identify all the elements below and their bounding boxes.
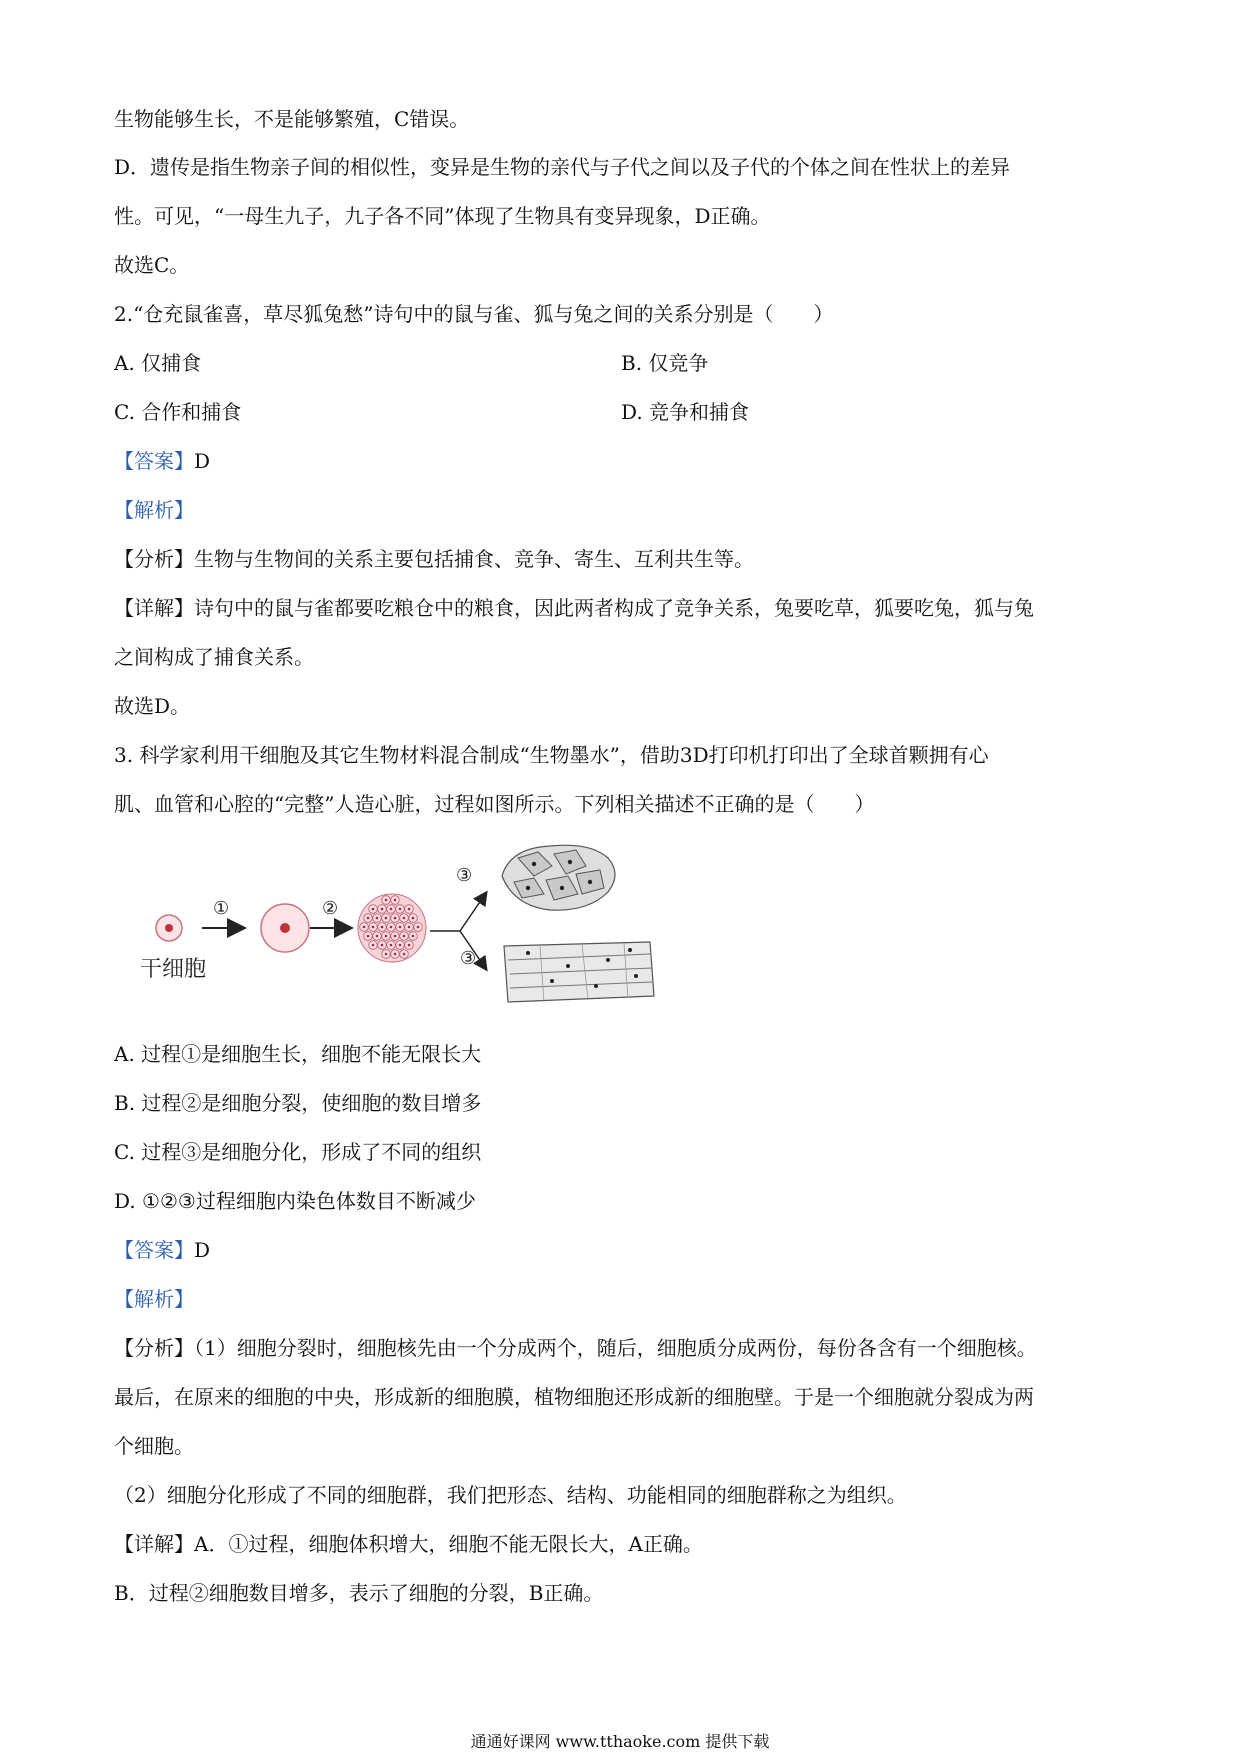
cluster-cell-nucleus bbox=[385, 953, 388, 956]
q2-option-d: D. 竞争和捕食 bbox=[621, 400, 750, 424]
q2-answer bbox=[114, 447, 210, 475]
cluster-cell-nucleus bbox=[390, 944, 393, 947]
answer-value: D bbox=[194, 449, 211, 473]
q3-xiangjie-b: B．过程②细胞数目增多，表示了细胞的分裂，B正确。 bbox=[114, 1581, 604, 1605]
epithelial-tissue-icon bbox=[502, 845, 615, 910]
text-line: D．遗传是指生物亲子间的相似性，变异是生物的亲代与子代之间以及子代的个体之间在性状上的差异 bbox=[114, 155, 1011, 179]
text-line: 生物能够生长，不是能够繁殖，C错误。 bbox=[114, 107, 470, 131]
cluster-cell-nucleus bbox=[363, 926, 366, 929]
q2-xiangjie bbox=[114, 594, 1034, 622]
cluster-cell-nucleus bbox=[385, 917, 388, 920]
cluster-cell-nucleus bbox=[408, 926, 411, 929]
analysis-tag: 【解析】 bbox=[114, 498, 194, 522]
q2-analysis-heading bbox=[114, 496, 194, 524]
cluster-cell-nucleus bbox=[399, 908, 402, 911]
step-3a-label: ③ bbox=[456, 865, 473, 886]
step-3b-label: ③ bbox=[460, 948, 477, 969]
cluster-cell-nucleus bbox=[408, 908, 411, 911]
fenxi-tag: 【分析】 bbox=[114, 1336, 194, 1360]
q2-fenxi bbox=[114, 545, 754, 573]
q3-xiangjie bbox=[114, 1530, 703, 1558]
cell-cluster-icon bbox=[358, 894, 426, 962]
cluster-cell-nucleus bbox=[403, 935, 406, 938]
q2-xiangjie-cont: 之间构成了捕食关系。 bbox=[114, 645, 314, 669]
q3-fenxi-cont: 个细胞。 bbox=[114, 1434, 194, 1458]
answer-tag: 【答案】 bbox=[114, 449, 194, 473]
xiangjie-text: 诗句中的鼠与雀都要吃粮仓中的粮食，因此两者构成了竞争关系，兔要吃草，狐要吃兔，狐与兔 bbox=[194, 596, 1034, 620]
cluster-cell-nucleus bbox=[376, 935, 379, 938]
cluster-cell-nucleus bbox=[399, 926, 402, 929]
cluster-cell-nucleus bbox=[367, 917, 370, 920]
cluster-cell-nucleus bbox=[417, 926, 420, 929]
q2-conclusion: 故选D。 bbox=[114, 694, 191, 718]
cluster-cell-nucleus bbox=[394, 953, 397, 956]
xiangjie-tag: 【详解】 bbox=[114, 1532, 194, 1556]
cluster-cell-nucleus bbox=[412, 917, 415, 920]
fenxi-tag: 【分析】 bbox=[114, 547, 194, 571]
q2-option-c: C. 合作和捕食 bbox=[114, 400, 242, 424]
text-line: 性。可见，“一母生九子，九子各不同”体现了生物具有变异现象，D正确。 bbox=[114, 204, 771, 228]
q3-answer bbox=[114, 1236, 210, 1264]
cluster-cell-nucleus bbox=[381, 944, 384, 947]
xiangjie-tag: 【详解】 bbox=[114, 596, 194, 620]
q3-option-a: A. 过程①是细胞生长，细胞不能无限长大 bbox=[114, 1042, 482, 1066]
cluster-cell-nucleus bbox=[376, 917, 379, 920]
stem-cell-label: 干细胞 bbox=[140, 956, 207, 981]
cluster-cell-nucleus bbox=[412, 935, 415, 938]
fenxi-text: 生物与生物间的关系主要包括捕食、竞争、寄生、互利共生等。 bbox=[194, 547, 754, 571]
fenxi-text: （1）细胞分裂时，细胞核先由一个分成两个，随后，细胞质分成两份，每份各含有一个细胞核。 bbox=[194, 1336, 1037, 1360]
cluster-cell-nucleus bbox=[394, 935, 397, 938]
cluster-cell-nucleus bbox=[390, 908, 393, 911]
cluster-cell-nucleus bbox=[372, 944, 375, 947]
cluster-cell-nucleus bbox=[385, 899, 388, 902]
cluster-cell-nucleus bbox=[403, 953, 406, 956]
text-line: 故选C。 bbox=[114, 253, 190, 277]
q3-analysis-heading bbox=[114, 1285, 194, 1313]
q2-option-b: B. 仅竞争 bbox=[621, 351, 709, 375]
cluster-cell-nucleus bbox=[372, 926, 375, 929]
stem-cell-process-figure bbox=[130, 836, 750, 1016]
cluster-cell-nucleus bbox=[390, 926, 393, 929]
answer-value: D bbox=[194, 1238, 211, 1262]
question-3-stem: 3. 科学家利用干细胞及其它生物材料混合制成“生物墨水”，借助3D打印机打印出了全球首颗拥有心 bbox=[114, 743, 989, 767]
q3-option-d: D. ①②③过程细胞内染色体数目不断减少 bbox=[114, 1189, 476, 1213]
cluster-cell-nucleus bbox=[408, 944, 411, 947]
q2-option-a: A. 仅捕食 bbox=[114, 351, 202, 375]
cluster-cell-nucleus bbox=[367, 935, 370, 938]
cluster-cell-nucleus bbox=[381, 908, 384, 911]
page-footer: 通通好课网 www.tthaoke.com 提供下载 bbox=[470, 1732, 770, 1751]
step-2-label: ② bbox=[322, 898, 339, 919]
q3-fenxi-cont: 最后，在原来的细胞的中央，形成新的细胞膜，植物细胞还形成新的细胞壁。于是一个细胞就分裂成为两 bbox=[114, 1385, 1034, 1409]
q3-fenxi bbox=[114, 1334, 1037, 1362]
q3-fenxi-point-2: （2）细胞分化形成了不同的细胞群，我们把形态、结构、功能相同的细胞群称之为组织。 bbox=[114, 1483, 907, 1507]
q3-option-b: B. 过程②是细胞分裂，使细胞的数目增多 bbox=[114, 1091, 482, 1115]
answer-tag: 【答案】 bbox=[114, 1238, 194, 1262]
cluster-cell-nucleus bbox=[381, 926, 384, 929]
question-3-stem-cont: 肌、血管和心腔的“完整”人造心脏，过程如图所示。下列相关描述不正确的是（ ） bbox=[114, 792, 875, 816]
cluster-cell-nucleus bbox=[385, 935, 388, 938]
analysis-tag: 【解析】 bbox=[114, 1287, 194, 1311]
cluster-cell-nucleus bbox=[372, 908, 375, 911]
grown-cell-icon bbox=[261, 904, 309, 952]
step-1-label: ① bbox=[213, 898, 230, 919]
cluster-cell-nucleus bbox=[399, 944, 402, 947]
cluster-cell-nucleus bbox=[403, 917, 406, 920]
muscle-tissue-icon bbox=[504, 942, 654, 1002]
question-2-stem: 2.“仓充鼠雀喜，草尽狐兔愁”诗句中的鼠与雀、狐与兔之间的关系分别是（ ） bbox=[114, 302, 834, 326]
cluster-cell-nucleus bbox=[394, 899, 397, 902]
cluster-cell-nucleus bbox=[394, 917, 397, 920]
step-3-arrow-up bbox=[460, 893, 486, 931]
xiangjie-text: A．①过程，细胞体积增大，细胞不能无限长大，A正确。 bbox=[194, 1532, 703, 1556]
q3-option-c: C. 过程③是细胞分化，形成了不同的组织 bbox=[114, 1140, 482, 1164]
stem-cell-icon bbox=[156, 915, 182, 941]
